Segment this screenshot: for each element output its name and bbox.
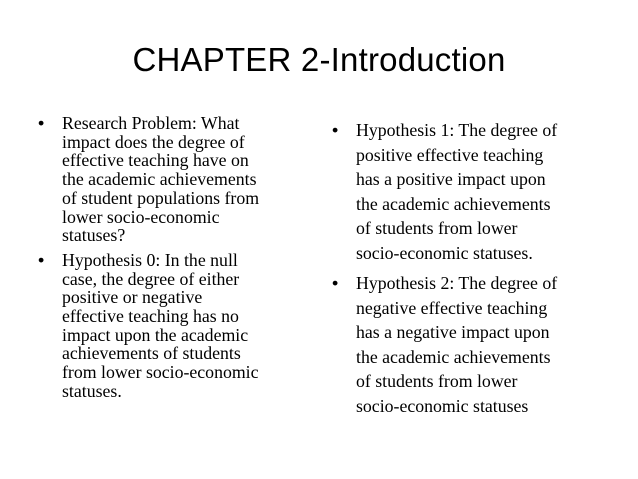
bullet-text-line: effective teaching has no xyxy=(62,306,239,327)
bullet-text-line: negative effective teaching xyxy=(356,297,548,318)
bullet-text-line: socio-economic statuses xyxy=(356,395,529,416)
bullet-item-hypothesis-1 xyxy=(332,118,612,265)
bullet-text-line: the academic achievements xyxy=(62,169,257,190)
bullet-text-line: Hypothesis 1: The degree of xyxy=(356,120,558,140)
bullet-item-hypothesis-0 xyxy=(38,251,300,401)
bullet-text-line: of students from lower xyxy=(356,218,518,238)
bullet-text-line: impact upon the academic xyxy=(62,324,249,345)
bullet-text-line: case, the degree of either xyxy=(62,268,240,289)
bullet-text-line: of student populations from xyxy=(62,187,260,208)
bullet-text-line: achievements of students xyxy=(62,343,241,364)
bullet-text-line: the academic achievements xyxy=(356,193,551,214)
bullet-text-line: effective teaching have on xyxy=(62,150,249,171)
right-column xyxy=(332,118,612,418)
bullet-text-line: Hypothesis 0: In the null xyxy=(62,249,238,270)
bullet-text-line: Hypothesis 2: The degree of xyxy=(356,273,558,293)
bullet-text-line: the academic achievements xyxy=(356,346,551,367)
bullet-icon: • xyxy=(38,113,45,133)
bullet-text-line: positive or negative xyxy=(62,287,203,308)
bullet-text-line: Research Problem: What xyxy=(62,113,240,133)
slide-title: CHAPTER 2-Introduction xyxy=(132,41,506,78)
bullet-text-line: positive effective teaching xyxy=(356,144,544,165)
bullet-item-hypothesis-2 xyxy=(332,271,612,418)
bullet-text-line: statuses. xyxy=(62,380,122,401)
bullet-text-line: lower socio-economic xyxy=(62,206,220,227)
left-column xyxy=(38,114,300,401)
bullet-text-line: statuses? xyxy=(62,225,126,246)
bullet-text-line: has a negative impact upon xyxy=(356,322,550,342)
bullet-text-line: of students from lower xyxy=(356,371,518,391)
bullet-text-line: from lower socio-economic xyxy=(62,362,259,383)
bullet-item-research-problem xyxy=(38,114,300,245)
bullet-icon: • xyxy=(332,120,339,140)
bullet-text-line: impact does the degree of xyxy=(62,131,245,152)
bullet-icon: • xyxy=(38,249,45,270)
bullet-icon: • xyxy=(332,273,339,293)
bullet-text-line: socio-economic statuses. xyxy=(356,242,533,263)
bullet-text-line: has a positive impact upon xyxy=(356,169,546,189)
